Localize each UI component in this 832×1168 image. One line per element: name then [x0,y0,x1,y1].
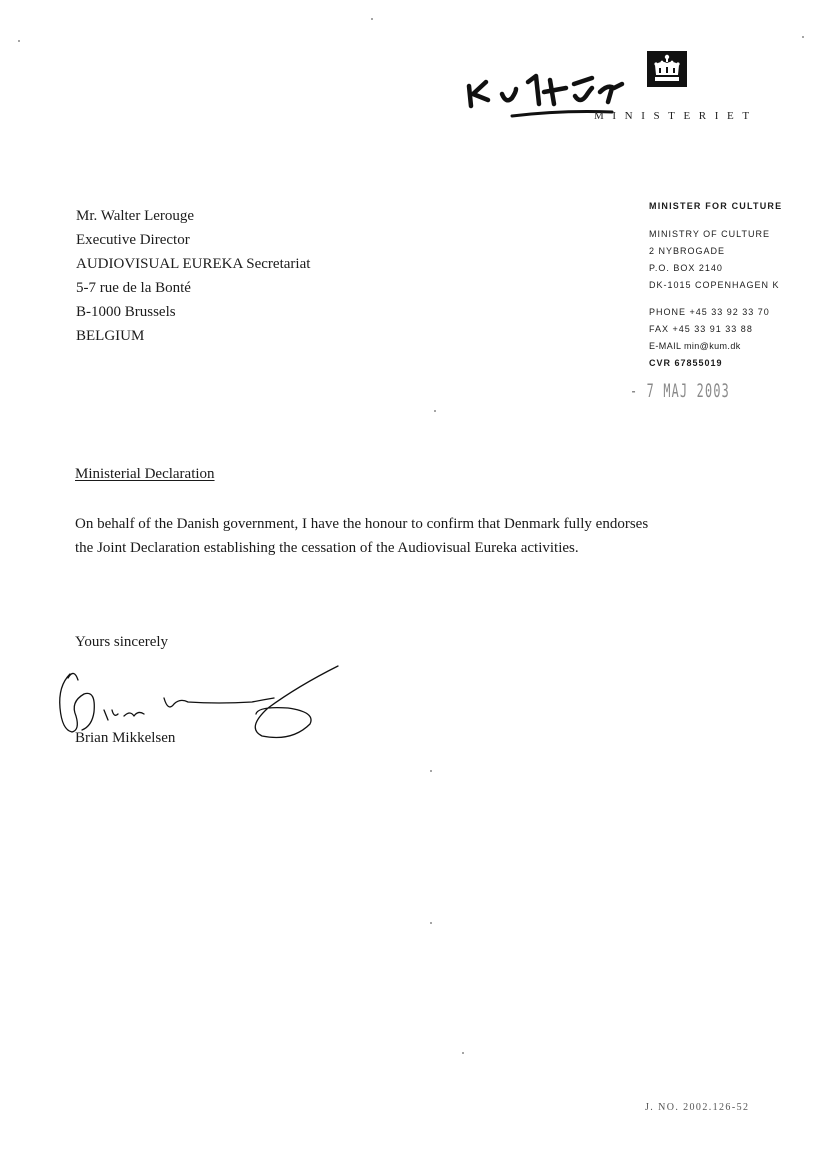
crown-icon [647,51,687,87]
date-stamp: - 7 MAJ 2003 [630,380,730,402]
recipient-address [76,204,310,348]
scan-speck [371,18,373,20]
scan-speck [430,922,432,924]
scan-speck [18,40,20,42]
journal-number: J. NO. 2002.126-52 [645,1102,750,1113]
letter-body: On behalf of the Danish government, I have the honour to confirm that Denmark fully endorses the Joint Declaration establishing the cessation of the Audiovisual Eureka activities. [75,516,649,556]
closing-salutation: Yours sincerely [75,634,169,650]
sender-address [649,201,782,372]
sender-ministry: MINISTRY OF CULTURE [649,229,771,239]
sender-city: DK-1015 COPENHAGEN K [649,280,780,290]
recipient-street: 5-7 rue de la Bonté [76,280,191,296]
sender-title: MINISTER FOR CULTURE [649,201,783,211]
recipient-name: Mr. Walter Lerouge [76,208,195,224]
recipient-organization: AUDIOVISUAL EUREKA Secretariat [76,256,311,272]
sender-cvr: CVR 67855019 [649,358,723,368]
scan-speck [802,36,804,38]
sender-fax: FAX +45 33 91 33 88 [649,324,753,334]
recipient-city: B-1000 Brussels [76,304,176,320]
scan-speck [430,770,432,772]
scan-speck [462,1052,464,1054]
sender-phone: PHONE +45 33 92 33 70 [649,307,770,317]
ministry-subtitle: MINISTERIET [594,110,758,122]
sender-street: 2 NYBROGADE [649,246,726,256]
recipient-country: BELGIUM [76,328,145,344]
sender-email: E-MAIL min@kum.dk [649,341,741,351]
signer-name: Brian Mikkelsen [75,730,176,746]
scan-speck [434,410,436,412]
subject-line: Ministerial Declaration [75,466,215,482]
sender-pobox: P.O. BOX 2140 [649,263,723,273]
recipient-title: Executive Director [76,232,190,248]
